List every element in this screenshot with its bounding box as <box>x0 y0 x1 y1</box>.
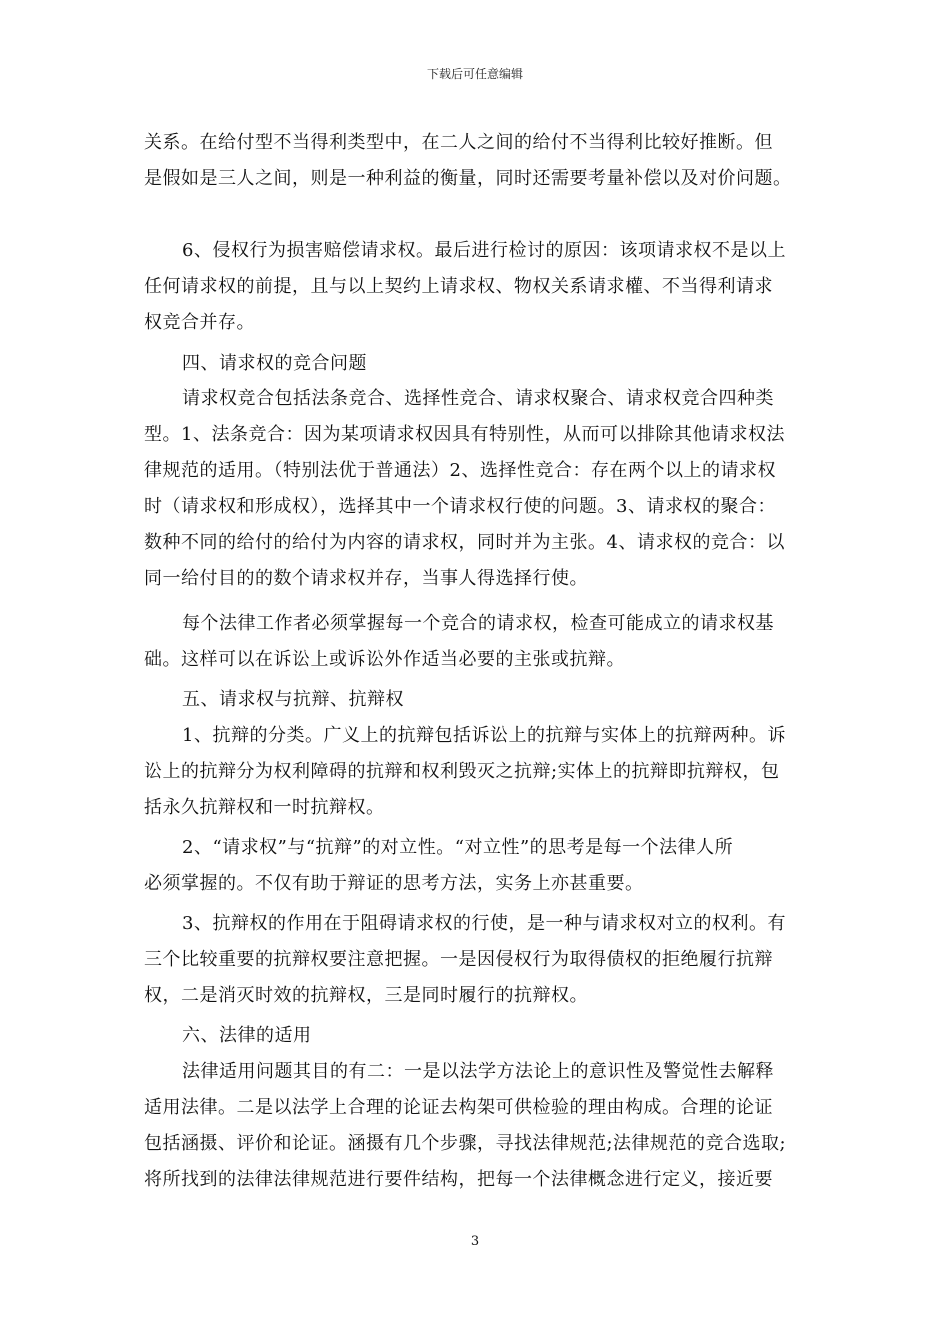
page-number: 3 <box>470 1234 480 1249</box>
paragraph-start-line: 3、抗辩权的作用在于阻碍请求权的行使，是一种与请求权对立的权利。有 <box>182 913 786 934</box>
text-line: 必须掌握的。不仅有助于辩证的思考方法，实务上亦甚重要。 <box>144 873 644 894</box>
text-line: 型。1、法条竞合：因为某项请求权因具有特别性，从而可以排除其他请求权法 <box>144 424 785 445</box>
page-header-note: 下载后可任意编辑 <box>426 67 523 81</box>
paragraph-start-line: 每个法律工作者必须掌握每一个竞合的请求权，检查可能成立的请求权基 <box>182 613 774 634</box>
paragraph-start-line: 1、抗辩的分类。广义上的抗辩包括诉讼上的抗辩与实体上的抗辩两种。诉 <box>182 725 786 746</box>
text-line: 关系。在给付型不当得利类型中，在二人之间的给付不当得利比较好推断。但 <box>144 132 773 153</box>
text-line: 任何请求权的前提，且与以上契约上请求权、物权关系请求權、不当得利请求 <box>144 276 773 297</box>
text-line: 适用法律。二是以法学上合理的论证去构架可供检验的理由构成。合理的论证 <box>144 1097 773 1118</box>
text-line: 讼上的抗辩分为权利障碍的抗辩和权利毁灭之抗辩;实体上的抗辩即抗辩权，包 <box>144 761 780 782</box>
text-line: 将所找到的法律法律规范进行要件结构，把每一个法律概念进行定义，接近要 <box>144 1169 773 1190</box>
paragraph-start-line: 法律适用问题其目的有二：一是以法学方法论上的意识性及警觉性去解释 <box>182 1061 774 1082</box>
paragraph-start-line: 请求权竞合包括法条竞合、选择性竞合、请求权聚合、请求权竞合四种类 <box>182 388 774 409</box>
text-line: 同一给付目的的数个请求权并存，当事人得选择行使。 <box>144 568 588 589</box>
text-line: 律规范的适用。（特别法优于普通法）2、选择性竞合：存在两个以上的请求权 <box>144 460 776 481</box>
text-line: 础。这样可以在诉讼上或诉讼外作适当必要的主张或抗辩。 <box>144 649 625 670</box>
text-line: 包括涵摄、评价和论证。涵摄有几个步骤，寻找法律规范;法律规范的竞合选取; <box>144 1133 787 1154</box>
paragraph-start-line: 2、“请求权”与“抗辩”的对立性。“对立性”的思考是每一个法律人所 <box>182 837 734 858</box>
section-heading-6: 六、法律的适用 <box>182 1025 312 1046</box>
text-line: 数种不同的给付的给付为内容的请求权，同时并为主张。4、请求权的竞合：以 <box>144 532 785 553</box>
section-heading-5: 五、请求权与抗辩、抗辩权 <box>182 689 404 710</box>
paragraph-start-line: 6、侵权行为损害赔偿请求权。最后进行检讨的原因：该项请求权不是以上 <box>182 240 786 261</box>
text-line: 括永久抗辩权和一时抗辩权。 <box>144 797 385 818</box>
text-line: 三个比较重要的抗辩权要注意把握。一是因侵权行为取得债权的拒绝履行抗辩 <box>144 949 773 970</box>
text-line: 时（请求权和形成权），选择其中一个请求权行使的问题。3、请求权的聚合： <box>144 496 776 517</box>
section-heading-4: 四、请求权的竞合问题 <box>182 353 367 374</box>
text-line: 权竞合并存。 <box>144 312 255 333</box>
text-line: 权，二是消灭时效的抗辩权，三是同时履行的抗辩权。 <box>144 985 588 1006</box>
text-line: 是假如是三人之间，则是一种利益的衡量，同时还需要考量补偿以及对价问题。 <box>144 168 792 189</box>
